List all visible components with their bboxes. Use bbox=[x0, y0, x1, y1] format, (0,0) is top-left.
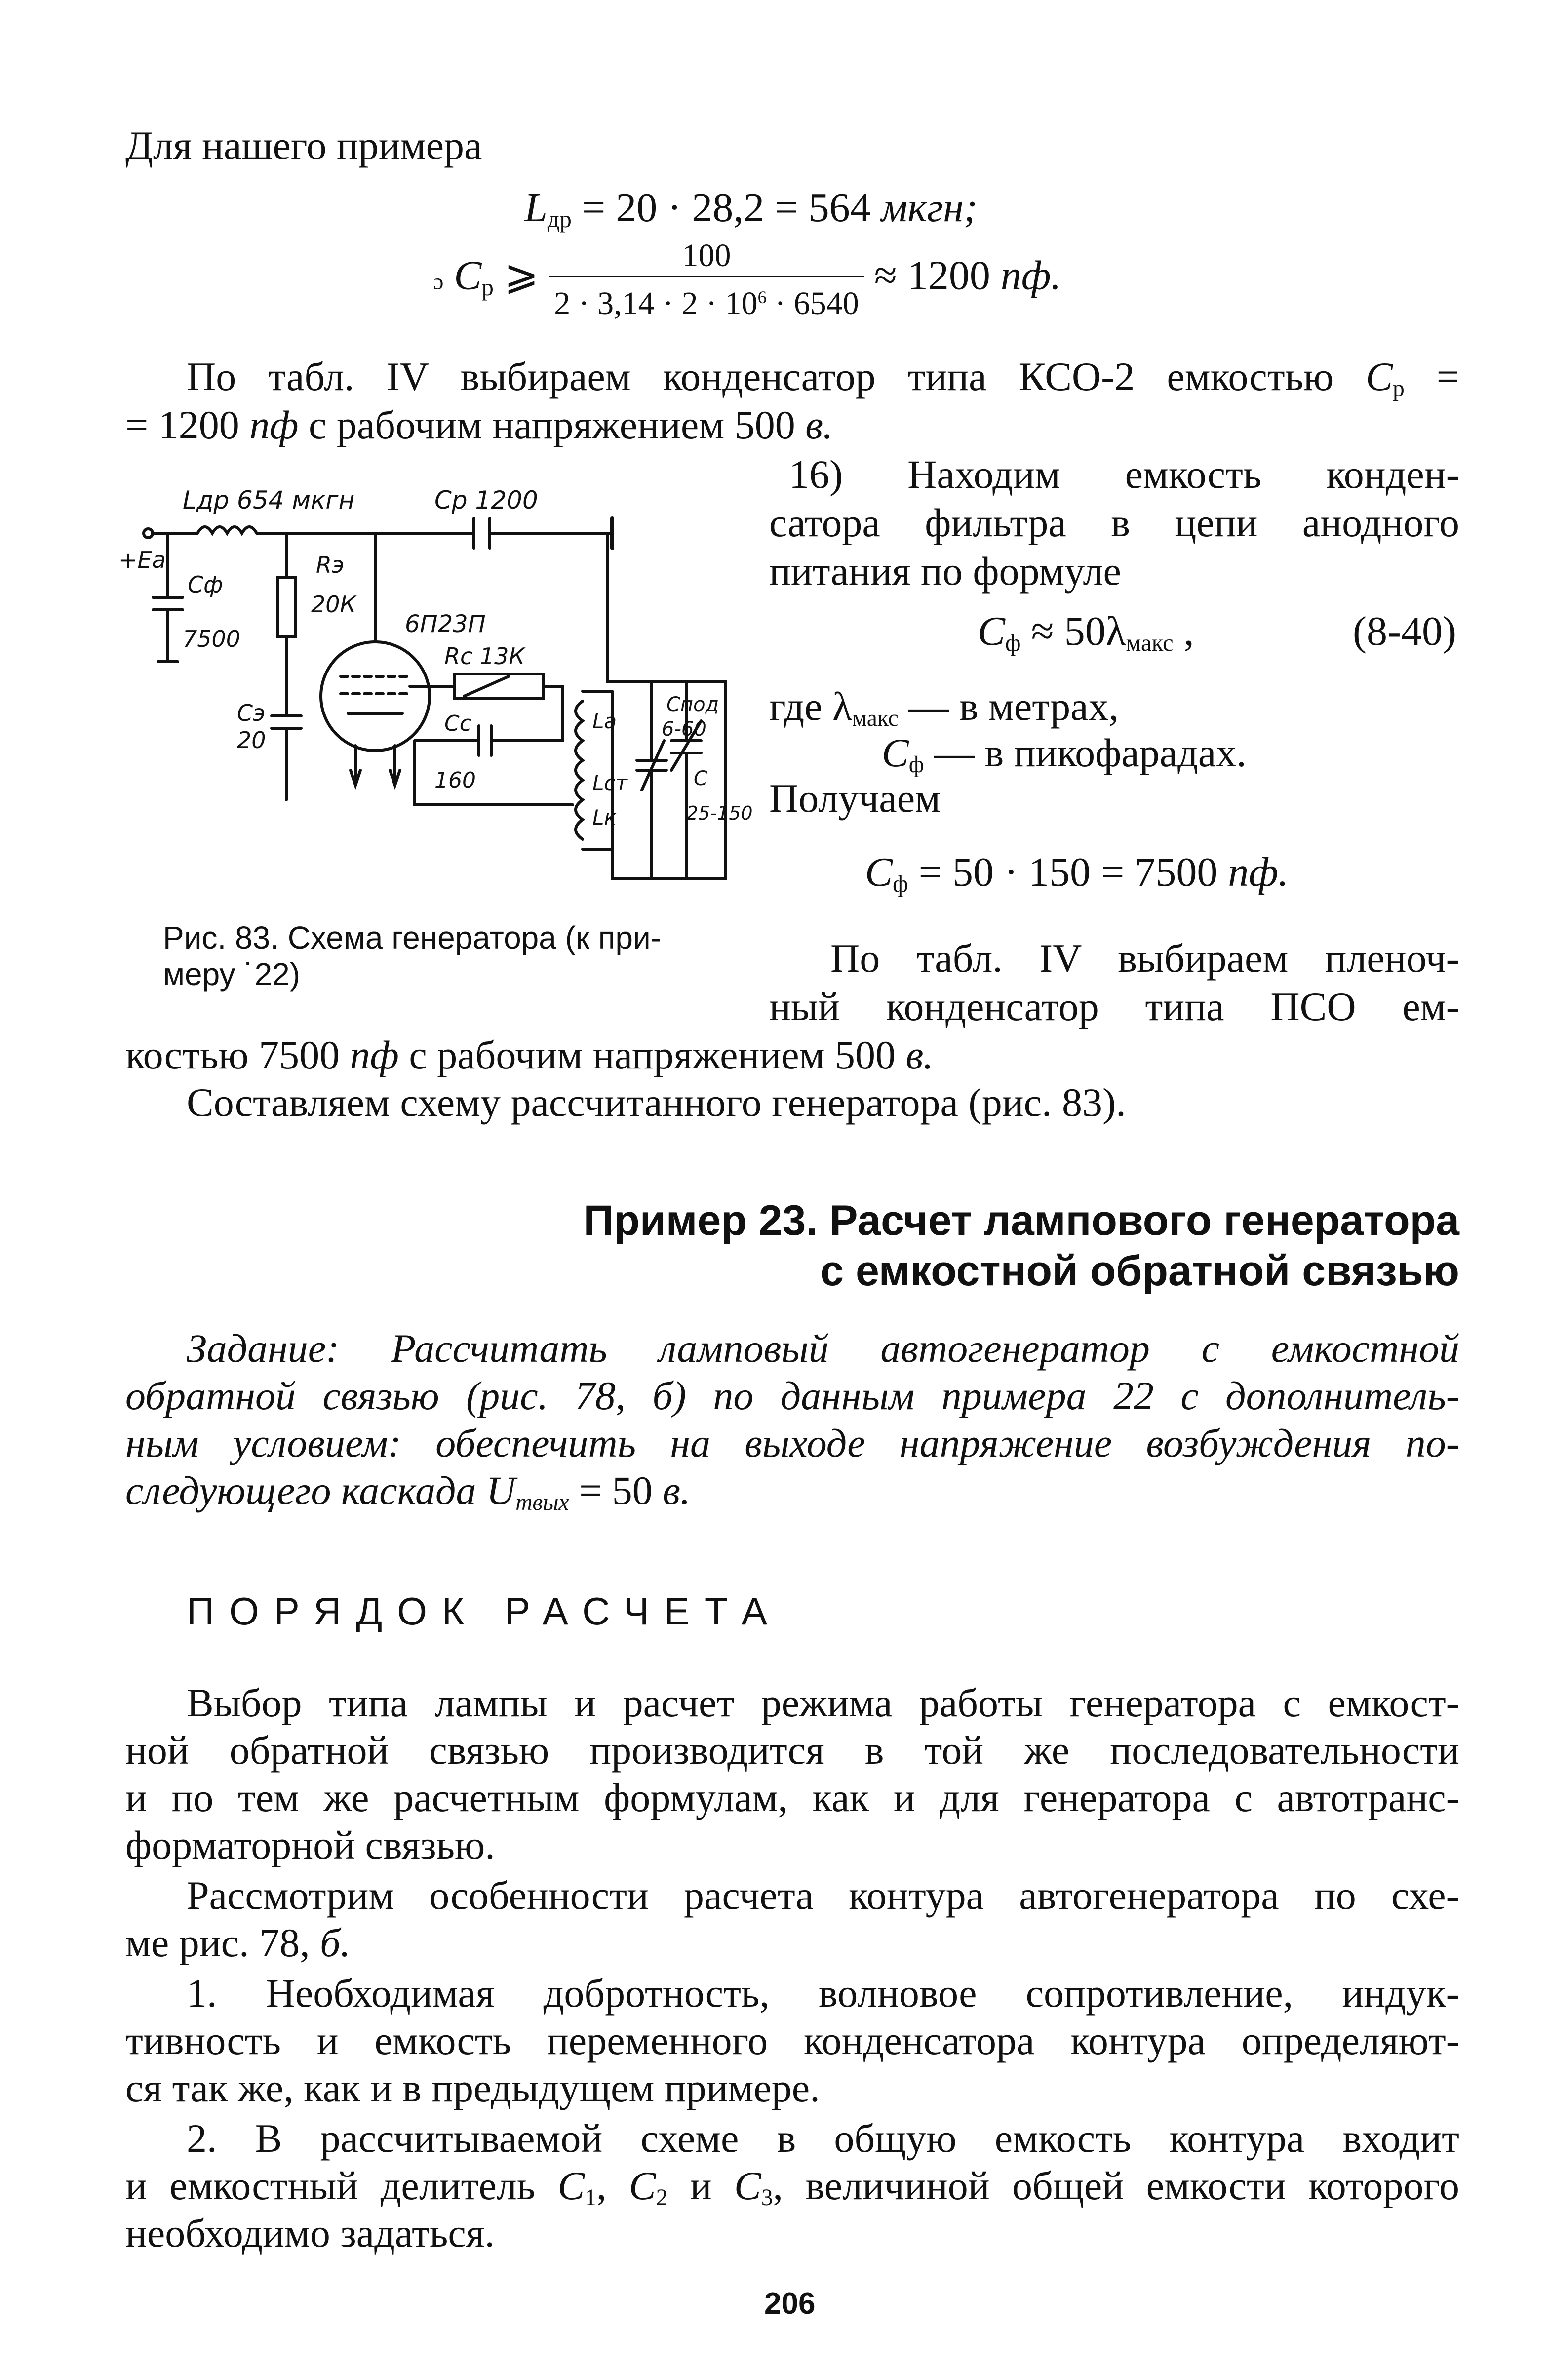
p2-line3-v: в. bbox=[905, 1032, 934, 1077]
p6-c3-sub: 3 bbox=[761, 2184, 773, 2211]
label-ldr: Lдр 654 мкгн bbox=[183, 486, 355, 514]
p5-line1: 1. Необходимая добротность, волновое сопротивление, индук- bbox=[187, 1971, 1459, 2016]
figure-caption-line1: Рис. 83. Схема генератора (к при- bbox=[163, 920, 662, 955]
eq4-symbol: C bbox=[865, 849, 893, 895]
eq2-numerator: 100 bbox=[682, 237, 731, 274]
intro-text: Для нашего примера bbox=[125, 123, 482, 168]
p1-var-sub: р bbox=[1392, 375, 1405, 401]
eq3-symbol: C bbox=[978, 608, 1006, 654]
resistor-rc-slash bbox=[464, 676, 509, 696]
label-lk: Lк bbox=[592, 805, 617, 830]
p1-line2 bbox=[125, 401, 833, 449]
eq4-symbol-sub: ф bbox=[893, 870, 908, 898]
label-lst: Lст bbox=[592, 771, 627, 795]
label-rz: Rэ bbox=[316, 552, 345, 578]
label-cz: Cэ bbox=[237, 700, 266, 726]
eq2-symbol: C bbox=[454, 252, 482, 299]
p6-c1-sub: 1 bbox=[585, 2184, 597, 2211]
label-tube: 6П23П bbox=[405, 610, 486, 638]
eq2-den-main: 2 · 3,14 · 2 · 10 bbox=[554, 285, 758, 321]
capacitor-cz bbox=[272, 716, 301, 800]
resistor-rz bbox=[277, 578, 295, 637]
eq2-unit: пф. bbox=[1000, 252, 1061, 299]
p3-line3: и по тем же расчетным формулам, как и для генератора с автотранс- bbox=[125, 1775, 1459, 1820]
task-line1-text: Рассчитать ламповый автогенератор с емкостной bbox=[339, 1326, 1459, 1371]
eq3-symbol-sub: ф bbox=[1005, 630, 1021, 657]
p1-line2-a: = 1200 bbox=[125, 402, 250, 447]
p6-c1: C bbox=[557, 2163, 585, 2208]
p6-c2: C bbox=[628, 2163, 656, 2208]
equation-cp-capacitance bbox=[433, 236, 1061, 323]
eq2-result: ≈ 1200 bbox=[874, 252, 990, 299]
where-lambda-sub: макс bbox=[852, 705, 899, 731]
eq2-subscript: р bbox=[481, 274, 494, 301]
eq2-den-tail: · 6540 bbox=[766, 285, 859, 321]
p2-line4: Составляем схему рассчитанного генератора (рис. 83). bbox=[187, 1080, 1126, 1125]
p2-line2: ный конденсатор типа ПСО ем- bbox=[769, 984, 1459, 1029]
eq1-symbol: L bbox=[524, 185, 548, 231]
eq2-denominator bbox=[549, 276, 864, 323]
eq2-den-exponent: 6 bbox=[757, 287, 767, 307]
p6-comma: , bbox=[596, 2163, 629, 2208]
task-line4-a: следующего каскада U bbox=[125, 1468, 516, 1513]
label-rz-value: 20К bbox=[311, 591, 356, 618]
eq2-stray-mark: ɔ bbox=[433, 269, 444, 294]
label-cz-value: 20 bbox=[237, 727, 266, 753]
task-line2: обратной связью (рис. 78, б) по данным примера 22 с дополнитель- bbox=[125, 1373, 1459, 1418]
label-la: Lа bbox=[592, 709, 617, 733]
tube-arrows bbox=[351, 770, 400, 785]
label-cpod: Cпод bbox=[666, 693, 719, 716]
p1-eq-sign: = bbox=[1404, 354, 1459, 399]
task-line3: ным условием: обеспечить на выходе напряжение возбуждения по- bbox=[125, 1421, 1459, 1465]
p6-c2-sub: 2 bbox=[656, 2184, 668, 2211]
p6-line2-a: и емкостный делитель bbox=[125, 2163, 558, 2208]
task-line4-b: = 50 bbox=[569, 1468, 663, 1513]
eq1-unit: мкгн; bbox=[881, 185, 978, 231]
eq3-relation: ≈ 50λ bbox=[1031, 608, 1126, 654]
label-c-value: 25-150 bbox=[686, 802, 753, 824]
p4-line2 bbox=[125, 1919, 351, 1967]
p2-line3-b: с рабочим напряжением 500 bbox=[398, 1032, 906, 1077]
label-cc: Cс bbox=[444, 711, 471, 736]
item16-line3: питания по формуле bbox=[769, 549, 1121, 594]
label-c: C bbox=[694, 767, 707, 790]
label-cc-value: 160 bbox=[434, 768, 476, 793]
p1-line2-b: с рабочим напряжением 500 bbox=[298, 402, 806, 447]
p1-line2-v: в. bbox=[805, 402, 833, 447]
example-heading-line1: Пример 23. Расчет лампового генератора bbox=[583, 1197, 1459, 1244]
eq1-value: = 20 · 28,2 = 564 bbox=[582, 185, 871, 231]
wire-rc-right bbox=[543, 686, 563, 741]
task-line4-v: в. bbox=[663, 1468, 691, 1513]
p3-line2: ной обратной связью производится в той же последовательности bbox=[125, 1728, 1459, 1773]
label-rc: Rc 13К bbox=[444, 643, 525, 670]
eq3-tail: , bbox=[1173, 608, 1194, 654]
p6-and: и bbox=[667, 2163, 735, 2208]
p5-line2: тивность и емкость переменного конденсатора контура определяют- bbox=[125, 2018, 1459, 2063]
eq2-relation: ⩾ bbox=[504, 252, 539, 299]
where-lambda: где λ bbox=[769, 684, 852, 729]
eq2-fraction bbox=[549, 236, 864, 323]
p4-line2-b: б. bbox=[320, 1920, 351, 1965]
item16-line1: 16) Находим емкость конден- bbox=[789, 452, 1459, 497]
capacitor-cpod bbox=[637, 681, 666, 879]
task-line4 bbox=[125, 1466, 690, 1527]
eq4-unit: пф. bbox=[1228, 849, 1289, 895]
task-line4-sub: mвых bbox=[515, 1489, 569, 1515]
p6-line3: необходимо задаться. bbox=[125, 2211, 495, 2255]
example-heading-line2: с емкостной обратной связью bbox=[820, 1247, 1459, 1295]
label-cf-value: 7500 bbox=[183, 626, 241, 652]
p2-line3-unit: пф bbox=[350, 1032, 399, 1077]
task-line1 bbox=[187, 1324, 1459, 1373]
capacitor-cp bbox=[474, 518, 490, 548]
p1-line1-text: По табл. IV выбираем конденсатор типа КСО-2 емкостью bbox=[187, 354, 1366, 399]
supply-terminal bbox=[144, 529, 153, 538]
where-line1-tail: — в метрах, bbox=[898, 684, 1119, 729]
p3-line1: Выбор типа лампы и расчет режима работы генератора с емкост- bbox=[187, 1680, 1459, 1725]
eq4-value: = 50 · 150 = 7500 bbox=[908, 849, 1228, 895]
label-cp: Cр 1200 bbox=[434, 486, 538, 514]
p5-line3: ся так же, как и в предыдущем примере. bbox=[125, 2065, 820, 2110]
p4-line2-a: ме рис. 78, bbox=[125, 1920, 320, 1965]
equation-number-8-40: (8-40) bbox=[1353, 608, 1456, 654]
eq3-lambda-sub: макс bbox=[1126, 630, 1174, 657]
eq1-subscript: др bbox=[547, 206, 572, 233]
label-ea: +Ea bbox=[118, 547, 166, 573]
p6-c3: C bbox=[734, 2163, 761, 2208]
p1-line2-unit: пф bbox=[249, 402, 299, 447]
where-line3: Получаем bbox=[769, 776, 941, 821]
label-cf: Cф bbox=[188, 571, 223, 598]
task-label: Задание: bbox=[187, 1326, 340, 1371]
choke-ldr bbox=[197, 527, 257, 533]
capacitor-cc bbox=[415, 726, 563, 755]
equation-choke-inductance bbox=[524, 184, 978, 233]
p1-var: C bbox=[1366, 354, 1393, 399]
figure-caption-line2: меру ˙22) bbox=[163, 956, 301, 992]
section-title: ПОРЯДОК РАСЧЕТА bbox=[187, 1589, 782, 1633]
p4-line1: Рассмотрим особенности расчета контура автогенератора по схе- bbox=[187, 1873, 1459, 1918]
generator-circuit-diagram bbox=[118, 464, 760, 909]
p6-line1: 2. В рассчитываемой схеме в общую емкость контура входит bbox=[187, 2116, 1459, 2161]
page-number: 206 bbox=[764, 2287, 816, 2321]
p2-line1: По табл. IV выбираем пленоч- bbox=[830, 936, 1459, 981]
where-c-sub: ф bbox=[908, 752, 924, 778]
label-cpod-value: 6-60 bbox=[662, 718, 706, 741]
tube-grids bbox=[341, 676, 410, 694]
p3-line4: форматорной связью. bbox=[125, 1822, 495, 1867]
p6-line2-b: , величиной общей емкости которого bbox=[773, 2163, 1459, 2208]
item16-line2: сатора фильтра в цепи анодного bbox=[769, 500, 1459, 545]
p2-line3-a: костью 7500 bbox=[125, 1032, 350, 1077]
equation-filter-result bbox=[865, 848, 1289, 898]
where-c-symbol: C bbox=[882, 730, 909, 775]
tube-envelope bbox=[321, 642, 430, 751]
p2-line3 bbox=[125, 1031, 934, 1079]
where-line2-tail: — в пикофарадах. bbox=[924, 730, 1247, 775]
inductor-coils bbox=[576, 701, 583, 839]
equation-filter-cap bbox=[978, 607, 1194, 657]
